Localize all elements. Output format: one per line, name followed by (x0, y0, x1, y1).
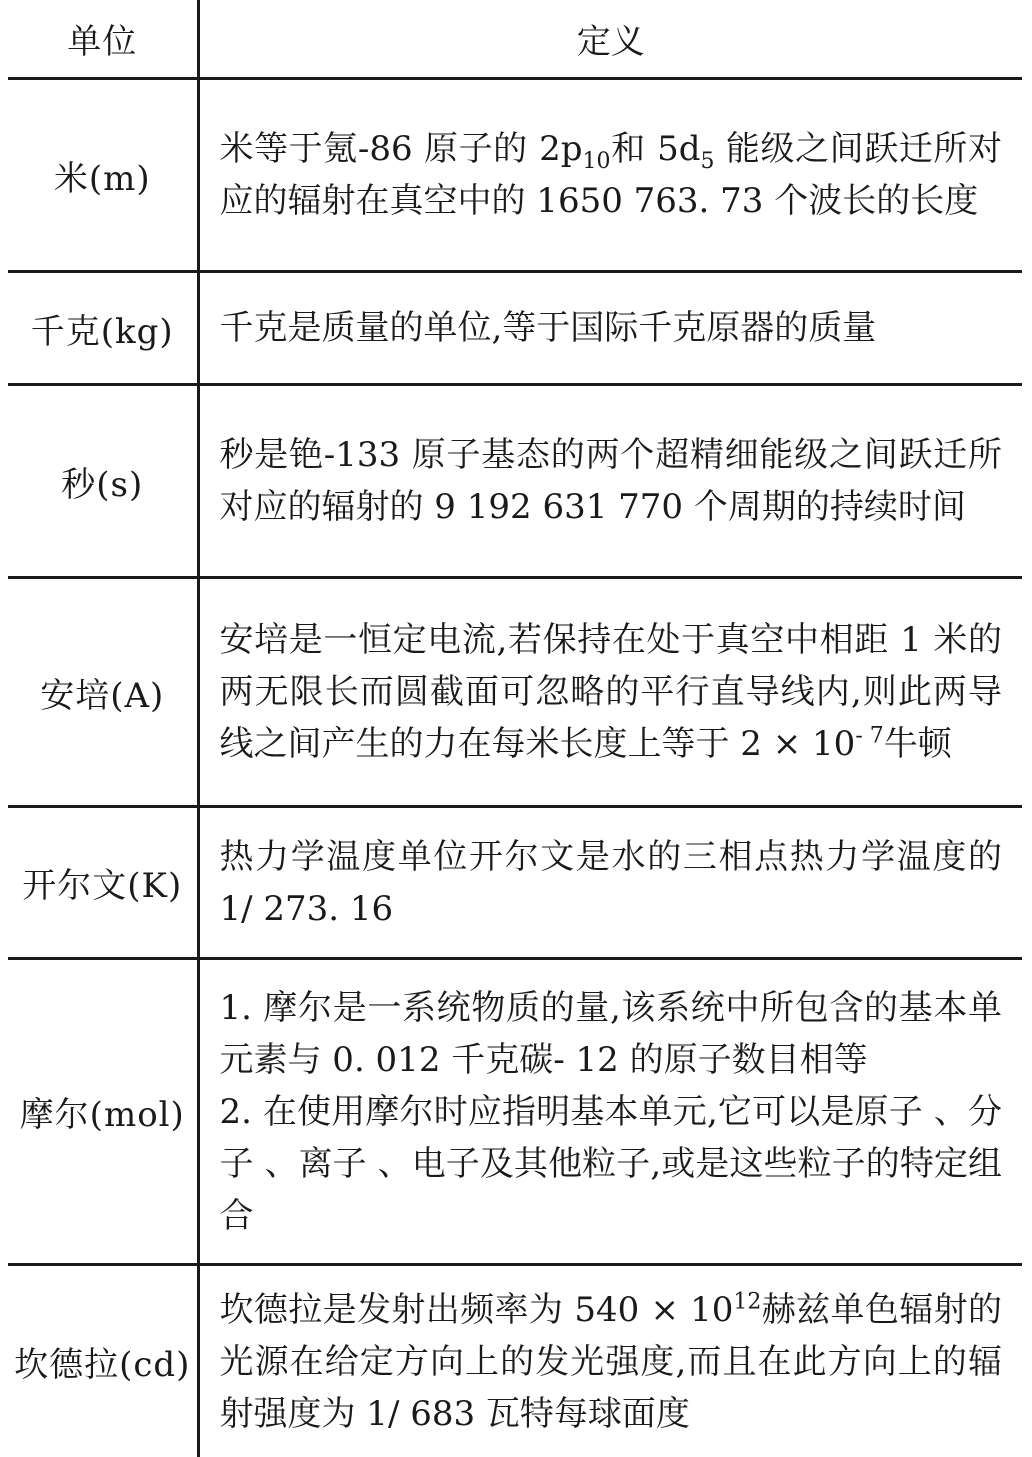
unit-meter: 米(m) (8, 79, 198, 272)
definition-candela: 坎德拉是发射出频率为 $540 \times 10^{12}$赫兹单色辐射的光源在给定方向上的发光强度,而且在此方向上的辐射强度为 1/ 683 瓦特每球面度 (198, 1265, 1022, 1457)
definition-mole (198, 959, 1022, 1265)
table-row (8, 79, 1022, 272)
unit-candela: 坎德拉(cd) (8, 1265, 198, 1457)
definition-kelvin: 热力学温度单位开尔文是水的三相点热力学温度的 1/ 273. 16 (198, 807, 1022, 959)
table-row (8, 1265, 1022, 1457)
table-row (8, 272, 1022, 385)
header-definition: 定义 (198, 0, 1022, 79)
mole-definition-item-1: 1. 摩尔是一系统物质的量,该系统中所包含的基本单元素与 0. 012 千克碳- 12 的原子数目相等 (220, 982, 1003, 1086)
definition-meter: 米等于氪-86 原子的 $2p_{10}$和 $5d_5$ 能级之间跃迁所对应的辐射在真空中的 1650 763. 73 个波长的长度 (198, 79, 1022, 272)
unit-mole: 摩尔(mol) (8, 959, 198, 1265)
definition-ampere: 安培是一恒定电流,若保持在处于真空中相距 1 米的两无限长而圆截面可忽略的平行直导线内,则此两导线之间产生的力在每米长度上等于 $2 \times 10^{- 7}$牛顿 (198, 578, 1022, 807)
table-row (8, 807, 1022, 959)
table-header-row (8, 0, 1022, 79)
unit-kelvin: 开尔文(K) (8, 807, 198, 959)
header-unit: 单位 (8, 0, 198, 79)
definition-second: 秒是铯-133 原子基态的两个超精细能级之间跃迁所对应的辐射的 9 192 631 770 个周期的持续时间 (198, 385, 1022, 578)
unit-second: 秒(s) (8, 385, 198, 578)
table-row (8, 578, 1022, 807)
unit-ampere: 安培(A) (8, 578, 198, 807)
table-row (8, 959, 1022, 1265)
mole-definition-item-2: 2. 在使用摩尔时应指明基本单元,它可以是原子 、分子 、离子 、电子及其他粒子,或是这些粒子的特定组合 (220, 1086, 1003, 1242)
unit-kilogram: 千克(kg) (8, 272, 198, 385)
table-row (8, 385, 1022, 578)
definition-kilogram: 千克是质量的单位,等于国际千克原器的质量 (198, 272, 1022, 385)
si-units-table (8, 0, 1022, 1457)
